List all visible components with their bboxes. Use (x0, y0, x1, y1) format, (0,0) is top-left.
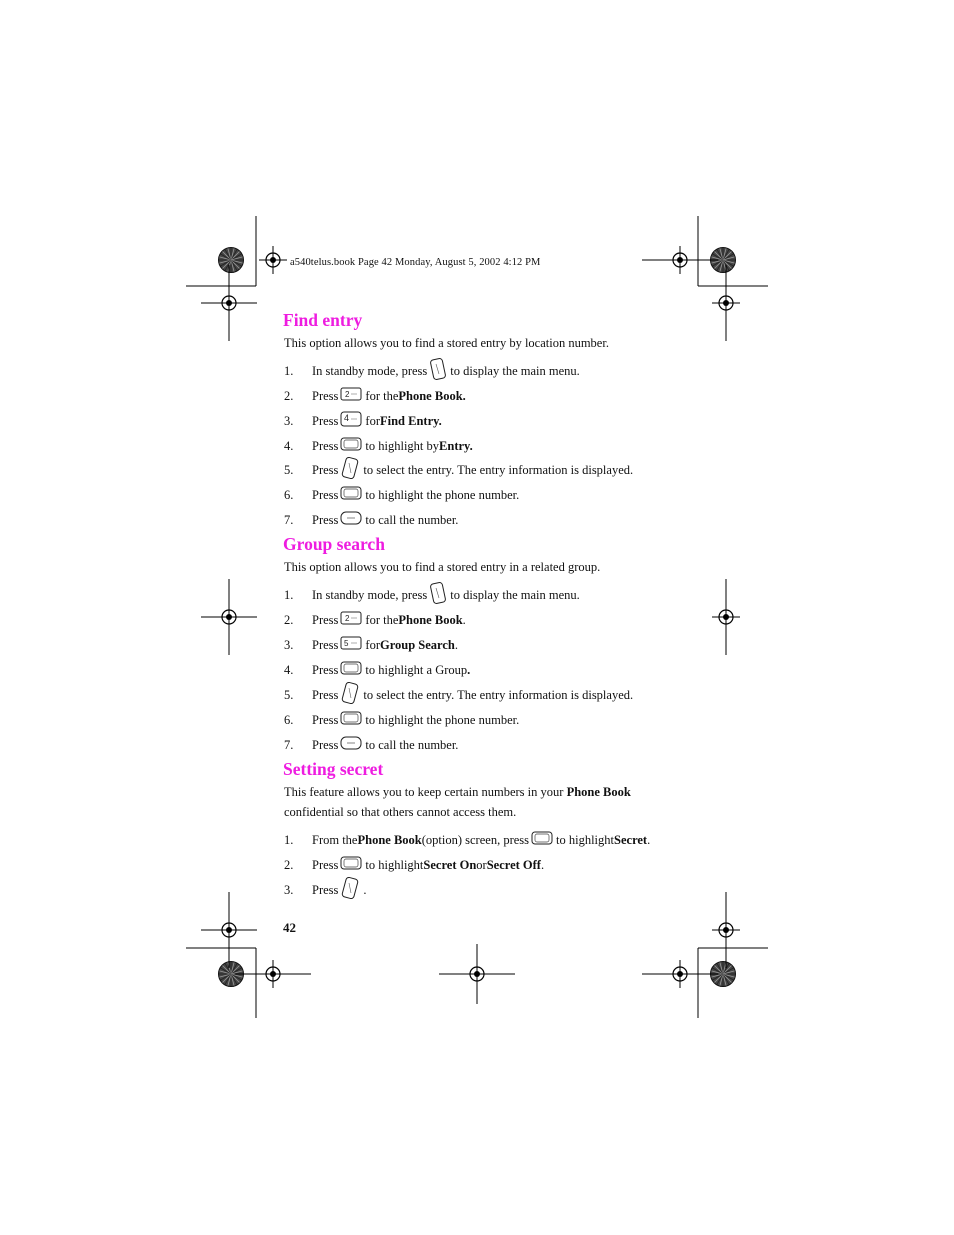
step-text: for the (365, 388, 399, 403)
registration-target-icon (201, 265, 257, 341)
step-number: 7. (284, 512, 294, 527)
step-number: 1. (284, 363, 294, 378)
svg-text:2: 2 (345, 614, 350, 623)
step-number: 2. (284, 388, 294, 403)
step-bold: Find Entry. (379, 413, 442, 428)
step-text: to highlight a Group (365, 662, 468, 677)
nav-key-icon (340, 855, 362, 875)
step-text: to highlight the phone number. (365, 487, 520, 502)
step-item (284, 436, 473, 456)
menu-key-icon (429, 582, 447, 608)
svg-text:2: 2 (345, 390, 350, 399)
step-text: Press (312, 882, 339, 897)
step-item (284, 710, 519, 730)
step-text: to call the number. (365, 512, 459, 527)
2-key-icon (340, 387, 362, 405)
step-text: Press (312, 438, 339, 453)
registration-target-icon (712, 579, 740, 655)
step-text: to display the main menu. (450, 587, 580, 602)
step-number: 7. (284, 737, 294, 752)
step-item (284, 880, 367, 900)
registration-target-icon (439, 944, 515, 1004)
color-bar-starburst-icon (219, 248, 244, 273)
registration-target-icon (201, 892, 257, 968)
step-number: 6. (284, 487, 294, 502)
setting-secret-intro-line-2: confidential so that others cannot access them. (284, 805, 517, 819)
step-number: 1. (284, 587, 294, 602)
step-text: Press (312, 388, 339, 403)
svg-text:4: 4 (344, 413, 350, 423)
section-title-setting-secret: Setting secret (283, 759, 384, 779)
send-key-icon (340, 735, 362, 755)
section-title-group-search: Group search (283, 534, 385, 554)
step-text: for the (365, 612, 399, 627)
step-text: to select the entry. The entry information is displayed. (363, 687, 634, 702)
svg-text:5: 5 (344, 639, 349, 648)
step-number: 4. (284, 438, 294, 453)
ok-key-icon (340, 877, 360, 903)
step-text: In standby mode, press (312, 587, 428, 602)
ok-key-icon (340, 457, 360, 483)
4-key-icon (340, 411, 362, 431)
step-number: 2. (284, 857, 294, 872)
step-text: to select the entry. The entry information is displayed. (363, 462, 634, 477)
step-item (284, 485, 519, 505)
step-text: to display the main menu. (450, 363, 580, 378)
registration-target-icon (712, 892, 740, 968)
step-text: Press (312, 612, 339, 627)
step-item (284, 635, 458, 655)
step-item (284, 510, 458, 530)
group-search-intro: This option allows you to find a stored entry in a related group. (284, 560, 601, 574)
step-number: 5. (284, 687, 294, 702)
step-item (284, 585, 580, 605)
nav-key-icon (531, 830, 553, 850)
step-text: Press (312, 687, 339, 702)
step-text: Press (312, 487, 339, 502)
step-item (284, 830, 650, 850)
step-number: 2. (284, 612, 294, 627)
find-entry-intro: This option allows you to find a stored entry by location number. (284, 336, 609, 350)
ok-key-icon (340, 682, 360, 708)
page-number: 42 (283, 920, 296, 935)
step-item (284, 386, 466, 406)
step-text: . (363, 882, 367, 897)
registration-target-icon (259, 246, 287, 274)
step-item (284, 361, 580, 381)
step-text: Press (312, 737, 339, 752)
step-text: . (540, 857, 545, 872)
step-text: for (365, 413, 380, 428)
step-item (284, 610, 466, 630)
step-bold: Group Search (379, 637, 455, 652)
step-text: to highlight by (365, 438, 440, 453)
step-text: In standby mode, press (312, 363, 428, 378)
5-key-icon (340, 636, 362, 654)
step-text: to highlight the phone number. (365, 712, 520, 727)
nav-key-icon (340, 710, 362, 730)
step-number: 3. (284, 882, 294, 897)
step-text: to call the number. (365, 737, 459, 752)
step-text: . (462, 612, 466, 627)
step-bold: Secret Off (486, 857, 541, 872)
step-text: (option) screen, press (421, 832, 530, 847)
step-number: 6. (284, 712, 294, 727)
menu-key-icon (429, 358, 447, 384)
registration-target-icon (235, 960, 311, 988)
step-bold: Secret On (423, 857, 477, 872)
section-title-find-entry: Find entry (283, 310, 363, 330)
step-item (284, 855, 544, 875)
step-text: Press (312, 857, 339, 872)
step-item (284, 460, 633, 480)
step-bold: Entry. (439, 438, 473, 453)
step-number: 5. (284, 462, 294, 477)
step-item (284, 411, 442, 431)
step-bold: Secret (614, 832, 648, 847)
setting-secret-intro-line-1 (284, 785, 631, 800)
intro-bold: Phone Book (566, 785, 631, 799)
send-key-icon (340, 510, 362, 530)
step-text: Press (312, 662, 339, 677)
step-item (284, 660, 470, 680)
step-number: 4. (284, 662, 294, 677)
intro-text: This feature allows you to keep certain numbers in your (284, 785, 567, 799)
nav-key-icon (340, 436, 362, 456)
registration-target-icon (201, 579, 257, 655)
step-bold: Phone Book (357, 832, 422, 847)
step-text: to highlight (365, 857, 424, 872)
step-text: Press (312, 462, 339, 477)
step-text: Press (312, 413, 339, 428)
registration-target-icon (642, 960, 718, 988)
step-bold: . (467, 662, 471, 677)
step-number: 3. (284, 413, 294, 428)
registration-target-icon (642, 246, 718, 274)
nav-key-icon (340, 485, 362, 505)
step-text: or (476, 857, 487, 872)
step-text: to highlight (556, 832, 615, 847)
step-number: 1. (284, 832, 294, 847)
file-header: a540telus.book Page 42 Monday, August 5, 2002 4:12 PM (290, 257, 541, 268)
nav-key-icon (340, 660, 362, 680)
step-text: for (365, 637, 380, 652)
step-item (284, 735, 458, 755)
step-text: Press (312, 712, 339, 727)
step-text: Press (312, 512, 339, 527)
step-text: From the (312, 832, 358, 847)
2-key-icon (340, 611, 362, 629)
registration-target-icon (712, 265, 740, 341)
step-bold: Phone Book. (398, 388, 466, 403)
step-bold: Phone Book (398, 612, 463, 627)
step-text: . (454, 637, 459, 652)
step-item (284, 685, 633, 705)
step-number: 3. (284, 637, 294, 652)
step-text: Press (312, 637, 339, 652)
step-text: . (647, 832, 651, 847)
